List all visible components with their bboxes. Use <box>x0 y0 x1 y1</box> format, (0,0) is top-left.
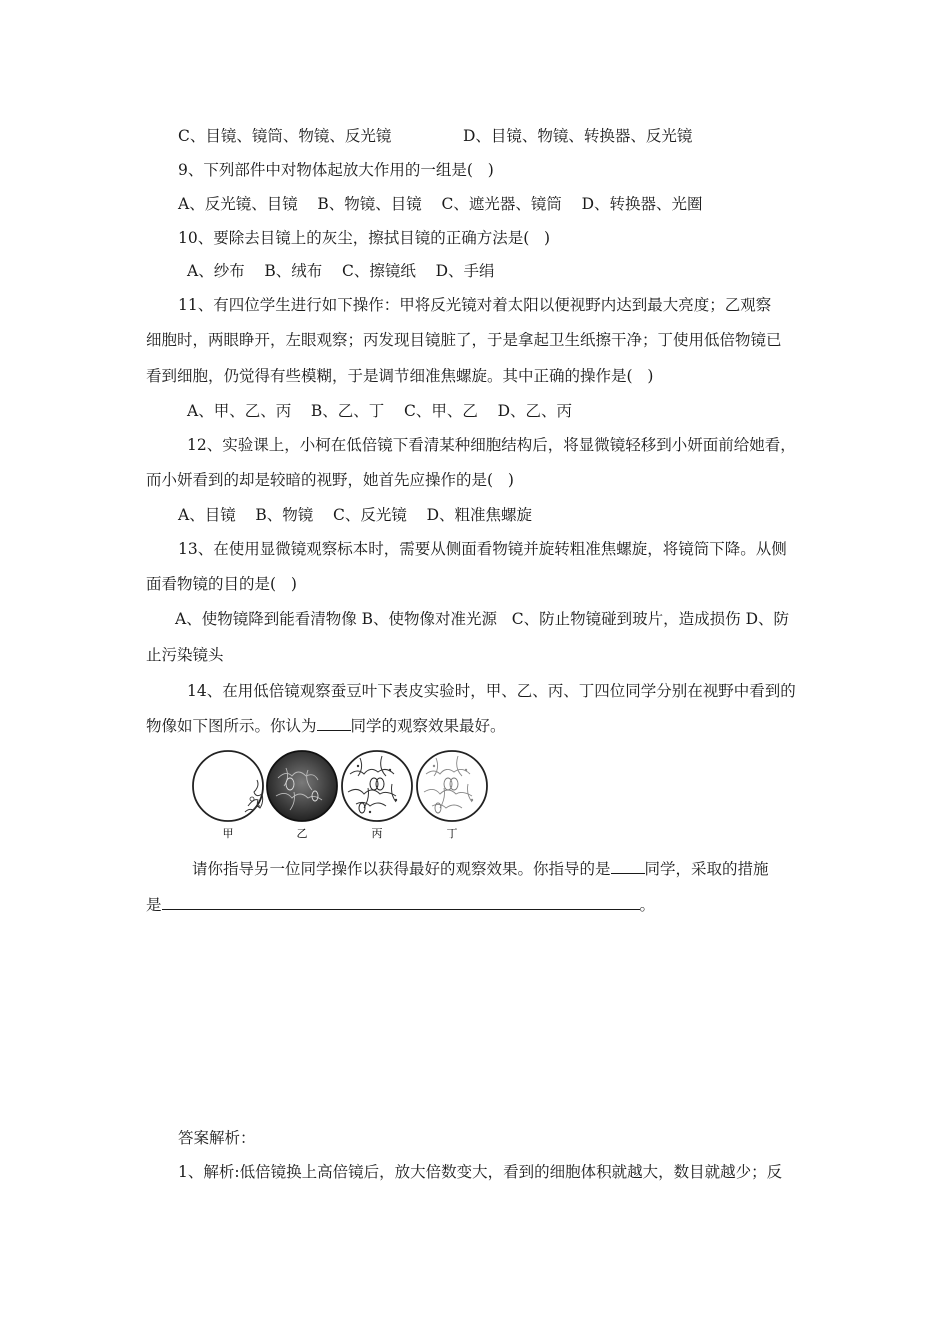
microscope-fields-figure <box>190 748 508 844</box>
figure-label-yi: 乙 <box>296 827 308 840</box>
q10-options: A、纱布 B、绒布 C、擦镜纸 D、手绢 <box>187 262 495 280</box>
q14-line-4 <box>146 894 655 916</box>
q11-options: A、甲、乙、丙 B、乙、丁 C、甲、乙 D、乙、丙 <box>187 402 572 420</box>
q13-line-2: 面看物镜的目的是( ) <box>146 575 297 593</box>
q14-line-2 <box>146 715 506 737</box>
figure-label-jia: 甲 <box>222 827 234 840</box>
q9-options: A、反光镜、目镜 B、物镜、目镜 C、遮光器、镜筒 D、转换器、光圈 <box>178 195 703 213</box>
q14-line-3 <box>192 858 769 880</box>
q14-line-2-suffix: 同学的观察效果最好。 <box>350 717 506 735</box>
figure-label-ding: 丁 <box>446 827 458 840</box>
q13-line-1: 13、在使用显微镜观察标本时，需要从侧面看物镜并旋转粗准焦螺旋，将镜筒下降。从侧 <box>178 540 787 558</box>
q12-line-2: 而小妍看到的却是较暗的视野，她首先应操作的是( ) <box>146 471 514 489</box>
q14-line-4-suffix: 。 <box>639 896 656 914</box>
q8-option-d: D、目镜、物镜、转换器、反光镜 <box>463 127 693 145</box>
q12-options: A、目镜 B、物镜 C、反光镜 D、粗准焦螺旋 <box>178 506 532 524</box>
q11-line-3: 看到细胞，仍觉得有些模糊，于是调节细准焦螺旋。其中正确的操作是( ) <box>146 367 654 385</box>
q14-blank-best-student[interactable] <box>317 715 351 731</box>
field-yi <box>267 751 337 821</box>
q11-line-1: 11、有四位学生进行如下操作：甲将反光镜对着太阳以便视野内达到最大亮度；乙观察 <box>178 296 772 314</box>
field-ding <box>417 751 487 821</box>
answers-title: 答案解析： <box>178 1129 256 1147</box>
q14-line-2-prefix: 物像如下图所示。你认为 <box>146 717 317 735</box>
q14-blank-guided-student[interactable] <box>611 858 645 874</box>
q14-line-4-prefix: 是 <box>146 896 162 914</box>
field-bing <box>342 751 412 821</box>
q8-option-c: C、目镜、镜筒、物镜、反光镜 <box>178 127 392 145</box>
q14-line-3-prefix: 请你指导另一位同学操作以获得最好的观察效果。你指导的是 <box>192 860 611 878</box>
q13-options-line-2: 止污染镜头 <box>146 646 224 664</box>
q10-stem: 10、要除去目镜上的灰尘，擦拭目镜的正确方法是( ) <box>178 229 551 247</box>
q14-blank-measure[interactable] <box>162 894 640 910</box>
figure-label-bing: 丙 <box>371 827 383 840</box>
answer-1: 1、解析:低倍镜换上高倍镜后，放大倍数变大，看到的细胞体积就越大，数目就越少；反 <box>178 1163 783 1181</box>
q11-line-2: 细胞时，两眼睁开，左眼观察；丙发现目镜脏了，于是拿起卫生纸擦干净；丁使用低倍物镜已 <box>146 331 782 349</box>
q14-line-3-suffix: 同学，采取的措施 <box>644 860 769 878</box>
q14-line-1: 14、在用低倍镜观察蚕豆叶下表皮实验时，甲、乙、丙、丁四位同学分别在视野中看到的 <box>187 682 796 700</box>
q12-line-1: 12、实验课上，小柯在低倍镜下看清某种细胞结构后，将显微镜轻移到小妍面前给她看， <box>187 436 796 454</box>
q9-stem: 9、下列部件中对物体起放大作用的一组是( ) <box>178 161 494 179</box>
field-jia <box>193 751 263 821</box>
q13-options-line-1: A、使物镜降到能看清物像 B、使物像对准光源 C、防止物镜碰到玻片，造成损伤 D、防 <box>175 610 790 628</box>
